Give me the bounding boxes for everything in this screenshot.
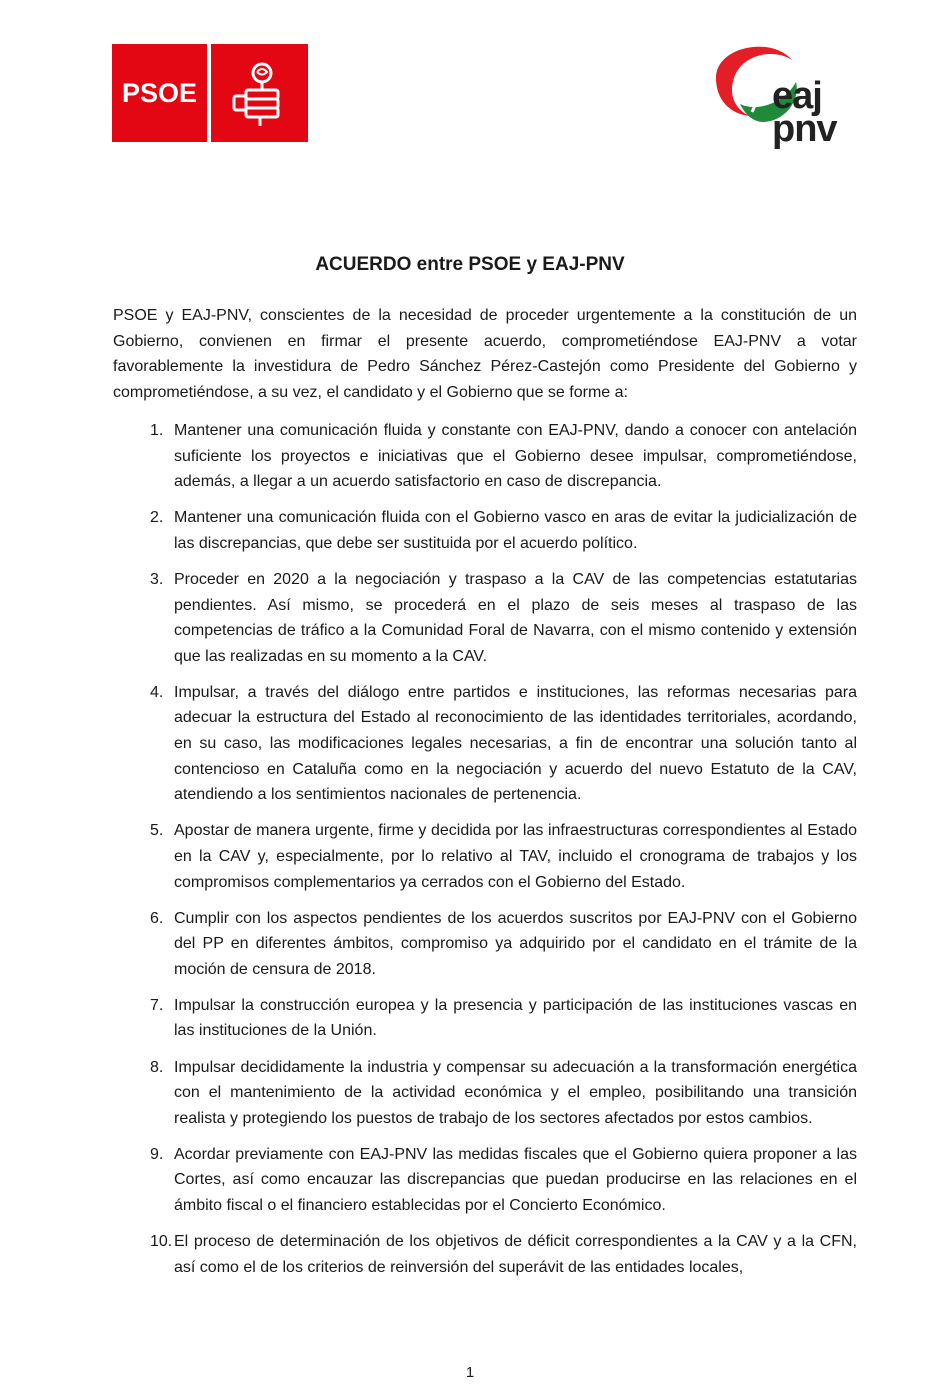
- agreement-item-text: Cumplir con los aspectos pendientes de los acuerdos suscritos por EAJ-PNV con el Gobierno del PP en diferentes ámbitos, compromiso ya adquirido por el candidato en el trámite de la moción de censura de 2018.: [174, 909, 857, 978]
- psoe-logo-text-block: [112, 44, 207, 142]
- document-title: ACUERDO entre PSOE y EAJ-PNV: [315, 254, 625, 275]
- agreement-item-text: Mantener una comunicación fluida con el Gobierno vasco en aras de evitar la judicialización de las discrepancias, que debe ser sustituida por el acuerdo político.: [174, 509, 857, 552]
- agreement-item-text: Proceder en 2020 a la negociación y traspaso a la CAV de las competencias estatutarias pendientes. Así mismo, se procederá en el plazo de seis meses al traspaso de las competencias de tráfico a la Comunidad Foral de Navarra, con el mismo contenido y extensión que las realizadas en su momento a la CAV.: [174, 570, 857, 665]
- agreement-item-number: [113, 1055, 174, 1132]
- agreement-item-number: [113, 567, 174, 669]
- agreement-item-text: Mantener una comunicación fluida y constante con EAJ-PNV, dando a conocer con antelación suficiente los proyectos e iniciativas que el Gobierno desee impulsar, comprometiéndose, además, a llegar a un acuerdo satisfactorio en caso de discrepancia.: [174, 422, 857, 491]
- agreement-item-number: [113, 505, 174, 556]
- agreement-item: [113, 505, 857, 556]
- agreement-item-number: [113, 1229, 174, 1280]
- agreement-item: [113, 993, 857, 1044]
- agreement-item-number: [113, 418, 174, 495]
- eaj-text: eaj: [772, 75, 822, 117]
- agreement-item-number: [113, 1142, 174, 1219]
- pnv-text: pnv: [772, 108, 837, 150]
- agreement-item: [113, 818, 857, 895]
- agreement-item-number-text: 8.: [150, 1058, 164, 1076]
- agreement-item: [113, 680, 857, 808]
- agreement-item-number-text: 6.: [150, 909, 164, 927]
- agreement-item-number-text: 7.: [150, 996, 164, 1014]
- agreement-item: [113, 567, 857, 669]
- agreement-item-text: Impulsar, a través del diálogo entre partidos e instituciones, las reformas necesarias para adecuar la estructura del Estado al reconocimiento de las identidades territoriales, acordando, en su caso, las modificaciones legales necesarias, a fin de encontrar una solución tanto al contencioso en Cataluña como en la negociación y acuerdo del nuevo Estatuto de la CAV, atendiendo a los sentimientos nacionales de pertenencia.: [174, 683, 857, 804]
- agreement-item-number-text: 9.: [150, 1145, 164, 1163]
- agreement-item-number-text: 3.: [150, 570, 164, 588]
- eaj-pnv-logo-text: [772, 75, 864, 150]
- agreement-item: [113, 1229, 857, 1280]
- agreement-item-number-text: 2.: [150, 509, 164, 527]
- agreement-item-number: [113, 680, 174, 808]
- page-number: 1: [465, 1364, 475, 1381]
- agreement-item-number: [113, 818, 174, 895]
- agreement-item-text: El proceso de determinación de los objetivos de déficit correspondientes a la CAV y a la CFN, así como el de los criterios de reinversión del superávit de las entidades locales,: [174, 1233, 857, 1276]
- agreement-item-text: Impulsar la construcción europea y la presencia y participación de las instituciones vascas en las instituciones de la Unión.: [174, 996, 857, 1040]
- agreement-item-number-text: 4.: [150, 683, 164, 701]
- agreement-item-text: Acordar previamente con EAJ-PNV las medidas fiscales que el Gobierno quiera proponer a las Cortes, así como encauzar las discrepancias que puedan producirse en las relaciones en el ámbito fiscal o el financiero establecidas por el Concierto Económico.: [174, 1145, 857, 1215]
- intro-paragraph: PSOE y EAJ-PNV, conscientes de la necesidad de proceder urgentemente a la constitución de un Gobierno, convienen en firmar el presente acuerdo, comprometiéndose EAJ-PNV a votar favorablemente la investidura de Pedro Sánchez Pérez-Castejón como Presidente del Gobierno y comprometiéndose, a su vez, el candidato y el Gobierno que se forme a:: [113, 307, 857, 401]
- agreement-item-text: Apostar de manera urgente, firme y decidida por las infraestructuras correspondientes al Estado en la CAV y, especialmente, por lo relativo al TAV, incluido el cronograma de trabajos y los compromisos complementarios ya cerrados con el Gobierno del Estado.: [174, 822, 857, 891]
- agreement-item: [113, 1055, 857, 1132]
- agreement-list: [113, 418, 857, 1291]
- agreement-item-number-text: 5.: [150, 822, 164, 840]
- rose-fist-icon-svg: [230, 58, 290, 128]
- psoe-logo-text: PSOE: [121, 77, 198, 108]
- agreement-item-text: Impulsar decididamente la industria y compensar su adecuación a la transformación energética con el mantenimiento de la actividad económica y el empleo, posibilitando una transición realista y protegiendo los puestos de trabajo de los sectores afectados por estos cambios.: [174, 1058, 857, 1127]
- agreement-item-number-text: 10.: [150, 1233, 173, 1251]
- rose-fist-icon: [211, 44, 308, 142]
- agreement-item: [113, 906, 857, 983]
- agreement-item-number-text: 1.: [150, 422, 164, 439]
- agreement-item-number: [113, 906, 174, 983]
- psoe-logo: [112, 44, 308, 142]
- agreement-item: [113, 1142, 857, 1219]
- agreement-item: [113, 418, 857, 495]
- agreement-item-number: [113, 993, 174, 1044]
